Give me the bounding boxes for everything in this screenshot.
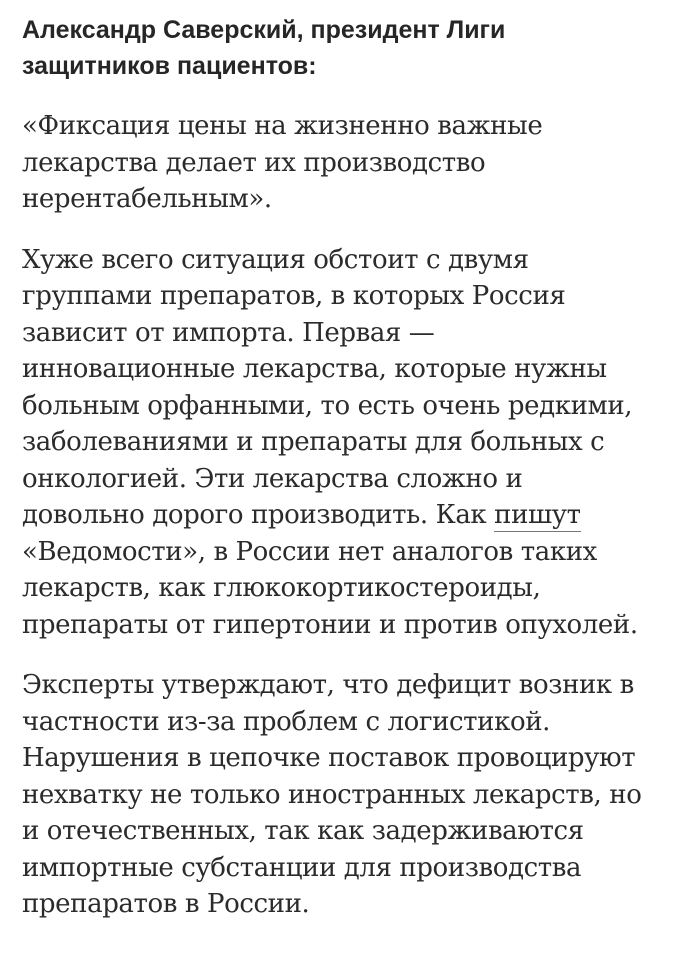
text-line: «Ведомости», в России нет аналогов таких (22, 536, 597, 567)
text-line: и отечественных, так как задерживаются (22, 816, 584, 846)
text-line: онкологией. Эти лекарства сложно и (22, 463, 523, 494)
text-line: импортные субстанции для производства (22, 852, 582, 883)
text-segment: довольно дорого производить. Как (22, 500, 495, 530)
quote-paragraph (22, 108, 678, 218)
text-line: больным орфанными, то есть очень редкими, (22, 390, 633, 421)
text-line: Нарушения в цепочке поставок провоцируют (22, 743, 636, 773)
heading-line: защитников пациентов: (22, 52, 317, 80)
text-line: нехватку не только иностранных лекарств, но (22, 779, 642, 810)
quote-author-heading (22, 12, 678, 84)
text-line: Хуже всего ситуация обстоит с двумя (22, 244, 529, 275)
imports-paragraph (22, 242, 678, 644)
text-line-with-link (22, 497, 678, 534)
text-line: инновационные лекарства, которые нужны (22, 354, 607, 384)
text-line: лекарства делает их производство (22, 147, 486, 178)
text-line: «Фиксация цены на жизненно важные (22, 111, 543, 141)
text-line: зависит от импорта. Первая — (22, 317, 435, 348)
text-line: препараты от гипертонии и против опухолей. (22, 609, 638, 640)
text-line: Эксперты утверждают, что дефицит возник в (22, 670, 634, 700)
text-line: частности из-за проблем с логистикой. (22, 706, 550, 737)
text-line: препаратов в России. (22, 889, 310, 919)
heading-line: Александр Саверский, президент Лиги (22, 16, 506, 44)
logistics-paragraph (22, 667, 678, 923)
text-line: нерентабельным». (22, 184, 272, 214)
text-line: лекарств, как глюкокортикостероиды, (22, 573, 541, 603)
article-body (22, 12, 678, 923)
text-line: заболеваниями и препараты для больных с (22, 427, 605, 457)
text-line: группами препаратов, в которых Россия (22, 281, 566, 311)
source-link-vedomosti[interactable]: пишут (494, 500, 581, 530)
